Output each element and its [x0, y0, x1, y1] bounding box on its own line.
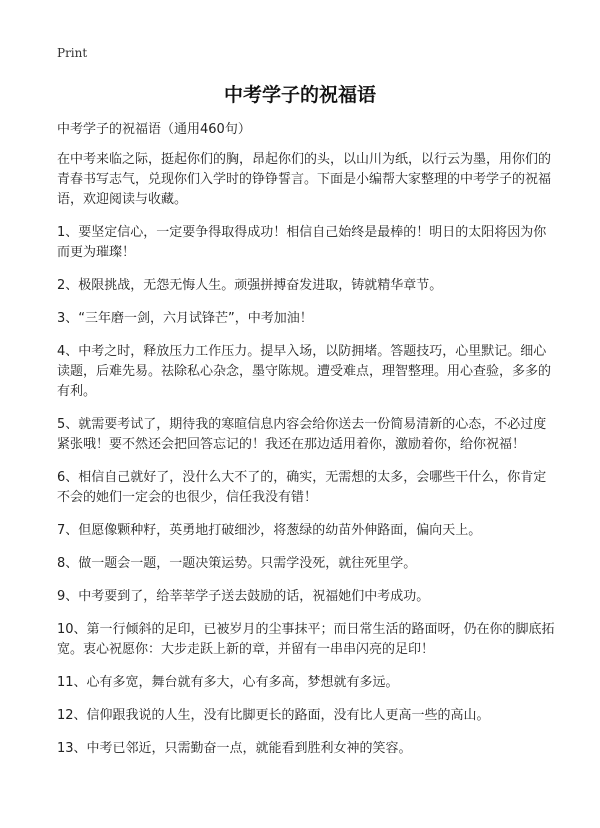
blessing-item: 9、中考要到了，给莘莘学子送去鼓励的话，祝福她们中考成功。 — [57, 589, 430, 604]
intro-paragraph: 在中考来临之际，挺起你们的胸，昂起你们的头，以山川为纸，以行云为墨，用你们的青春书写志气，兑现你们入学时的铮铮誓言。下面是小编帮大家整理的中考学子的祝福语，欢迎阅读与收藏。 — [57, 152, 552, 207]
blessing-item: 13、中考已邻近，只需勤奋一点，就能看到胜利女神的笑容。 — [57, 741, 412, 756]
article-subtitle: 中考学子的祝福语（通用460句） — [57, 122, 251, 137]
blessing-item: 11、心有多宽，舞台就有多大，心有多高，梦想就有多远。 — [57, 675, 399, 690]
blessing-item: 5、就需要考试了，期待我的寒暄信息内容会给你送去一份简易清新的心态，不必过度紧张哦！要不然还会把回答忘记的！我还在那边适用着你，激励着你，给你祝福！ — [57, 417, 547, 452]
page-title: 中考学子的祝福语 — [223, 84, 376, 106]
blessing-item: 6、相信自己就好了，没什么大不了的，确实，无需想的太多，会哪些干什么，你肯定不会的她们一定会的也很少，信任我没有错！ — [57, 470, 547, 505]
blessing-item: 8、做一题会一题，一题决策运势。只需学没死，就往死里学。 — [57, 556, 417, 571]
print-link[interactable]: Print — [57, 46, 88, 60]
blessing-item: 4、中考之时，释放压力工作压力。提早入场，以防拥堵。答题技巧，心里默记。细心读题，后难先易。祛除私心杂念，墨守陈规。遭受难点，理智整理。用心查验，多多的有利。 — [57, 344, 552, 399]
blessing-item: 10、第一行倾斜的足印，已被岁月的尘事抹平；而日常生活的路面呀，仍在你的脚底拓宽。衷心祝愿你：大步走跃上新的章，并留有一串串闪亮的足印！ — [57, 622, 555, 657]
blessing-item: 3、“三年磨一剑，六月试锋芒”，中考加油！ — [57, 311, 313, 326]
blessing-item: 7、但愿像颗种籽，英勇地打破细沙，将葱绿的幼苗外伸路面，偏向天上。 — [57, 523, 482, 538]
article-body — [57, 120, 557, 772]
blessing-item: 1、要坚定信心，一定要争得取得成功！相信自己始终是最棒的！明日的太阳将因为你而更为璀璨！ — [57, 225, 547, 260]
blessing-item: 12、信仰跟我说的人生，没有比脚更长的路面，没有比人更高一些的高山。 — [57, 708, 490, 723]
blessing-item: 2、极限挑战，无怨无悔人生。顽强拼搏奋发进取，铸就精华章节。 — [57, 278, 443, 293]
